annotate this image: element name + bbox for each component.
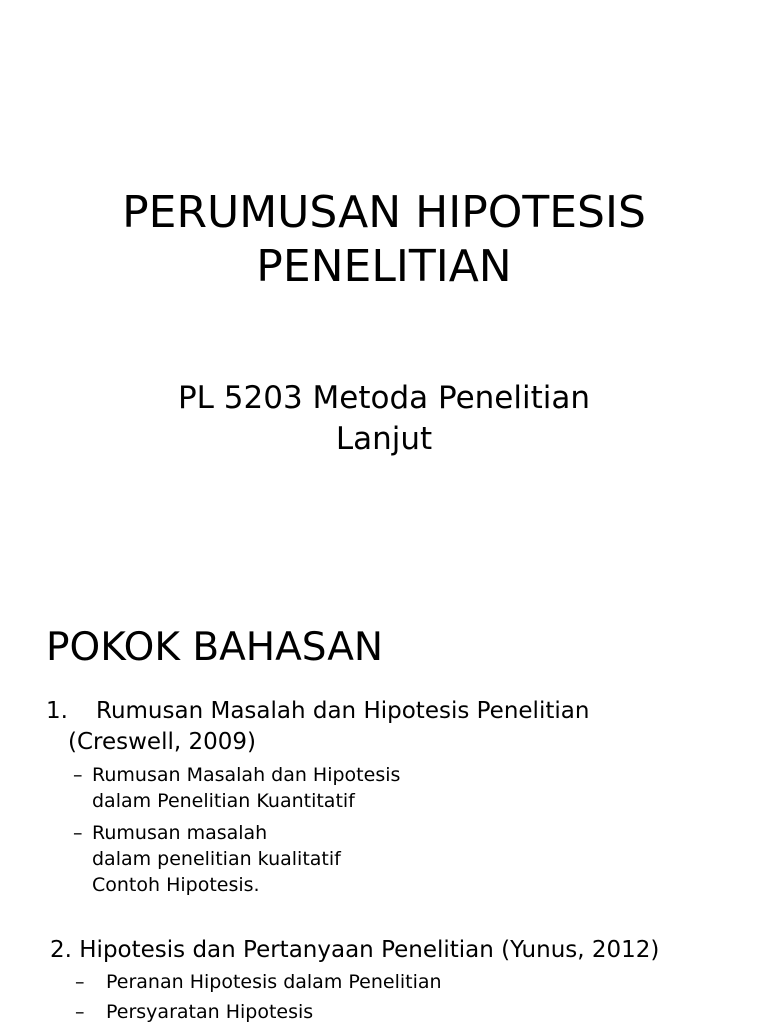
outline-subitem-1-1-line-1: Rumusan Masalah dan Hipotesis bbox=[92, 764, 401, 786]
dash-bullet: – bbox=[73, 764, 83, 786]
slide-subtitle bbox=[0, 378, 768, 460]
content-slide bbox=[0, 580, 768, 1024]
outline-item-1-text: Rumusan Masalah dan Hipotesis Penelitian bbox=[96, 698, 590, 724]
outline-subitem-1-2-line-3: Contoh Hipotesis. bbox=[92, 874, 260, 896]
outline-subitem-2-1-text: Peranan Hipotesis dalam Penelitian bbox=[106, 971, 442, 993]
slide-subtitle-line-1: PL 5203 Metoda Penelitian bbox=[177, 380, 591, 416]
outline-item-1-text-cont: (Creswell, 2009) bbox=[68, 729, 256, 755]
slide-title bbox=[0, 186, 768, 294]
outline-subitem-1-1-line-2: dalam Penelitian Kuantitatif bbox=[92, 790, 355, 812]
outline-item-1-number: 1. bbox=[46, 698, 68, 724]
dash-bullet: – bbox=[75, 971, 85, 993]
dash-bullet: – bbox=[75, 1001, 85, 1023]
content-slide-title: POKOK BAHASAN bbox=[46, 625, 384, 670]
outline-subitem-1-2-line-1: Rumusan masalah bbox=[92, 822, 268, 844]
slide-title-line-2: PENELITIAN bbox=[256, 241, 512, 292]
dash-bullet: – bbox=[73, 822, 83, 844]
outline-subitem-1-2-line-2: dalam penelitian kualitatif bbox=[92, 848, 341, 870]
outline-subitem-2-2-text: Persyaratan Hipotesis bbox=[106, 1001, 314, 1023]
slide-title-line-1: PERUMUSAN HIPOTESIS bbox=[122, 187, 646, 238]
outline-item-2-text: 2. Hipotesis dan Pertanyaan Penelitian (Yunus, 2012) bbox=[50, 937, 660, 963]
slide-subtitle-line-2: Lanjut bbox=[335, 421, 433, 457]
